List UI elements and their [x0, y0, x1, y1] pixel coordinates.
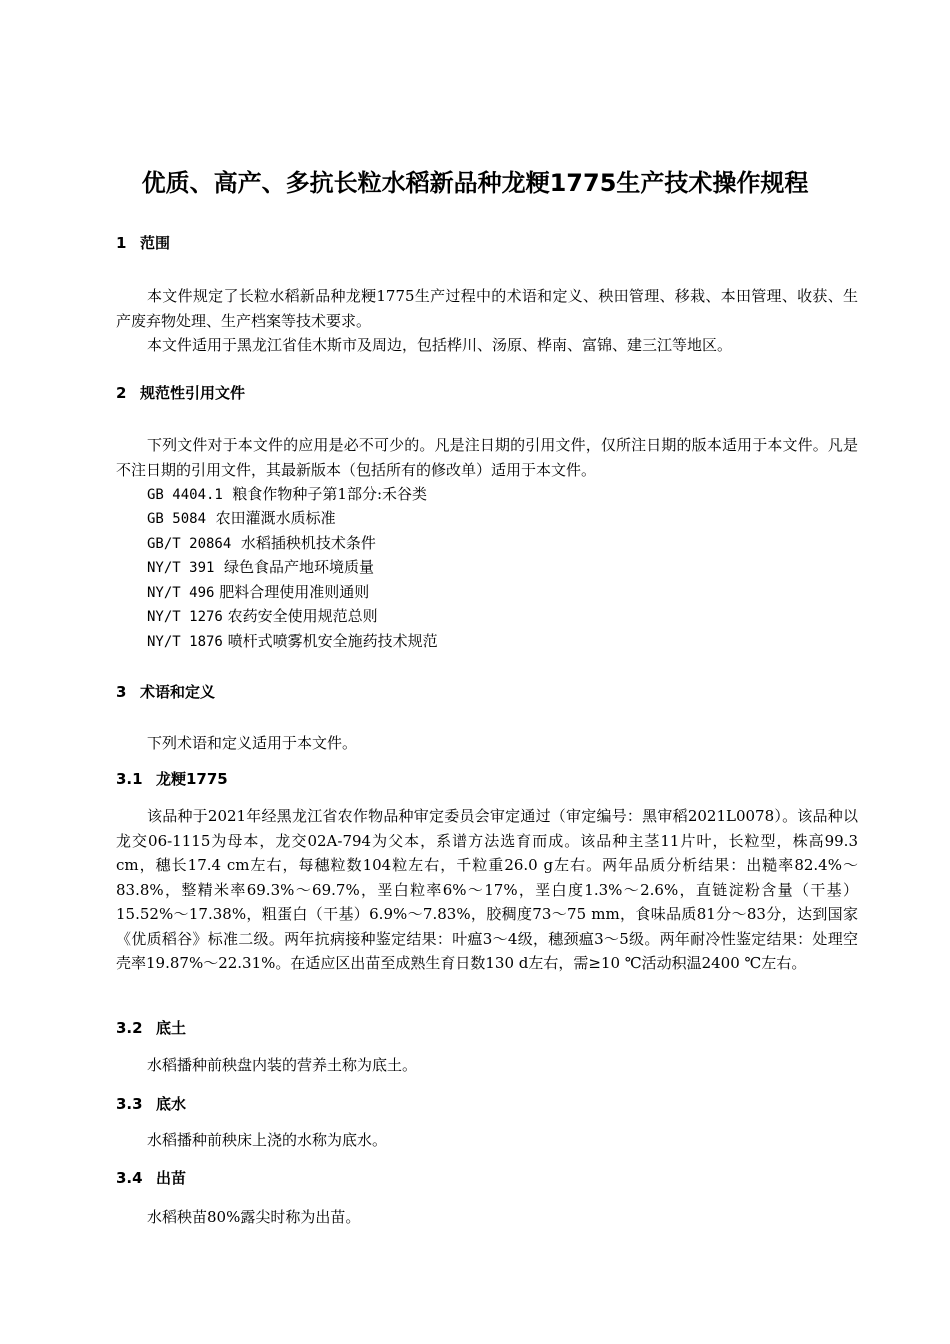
reference-separator — [214, 558, 224, 576]
reference-item — [147, 557, 374, 578]
reference-title: 农药安全使用规范总则 — [227, 607, 378, 625]
reference-code: GB 5084 — [147, 511, 207, 527]
reference-item — [147, 631, 438, 652]
section-number: 2 — [116, 384, 127, 402]
reference-title: 水稻插秧机技术条件 — [240, 534, 376, 552]
term-3-4-text: 水稻秧苗80%露尖时称为出苗。 — [147, 1208, 361, 1226]
document-title: 优质、高产、多抗长粒水稻新品种龙粳1775生产技术操作规程 — [141, 169, 809, 197]
term-number: 3.1 — [116, 770, 143, 788]
section-2-heading — [116, 383, 245, 403]
reference-item — [147, 582, 369, 603]
section-3-heading — [116, 682, 215, 702]
reference-code: NY/T 496 — [147, 585, 215, 601]
reference-item — [147, 508, 336, 529]
section-3-intro: 下列术语和定义适用于本文件。 — [147, 734, 358, 752]
reference-separator — [206, 509, 216, 527]
term-3-4-heading — [116, 1168, 186, 1188]
reference-code: NY/T 1276 — [147, 609, 223, 625]
reference-separator — [231, 534, 241, 552]
term-title: 出苗 — [156, 1169, 187, 1187]
section-number: 3 — [116, 683, 127, 701]
term-3-3-text: 水稻播种前秧床上浇的水称为底水。 — [147, 1131, 388, 1149]
term-title: 底土 — [156, 1019, 187, 1037]
section-1-paragraph-2: 本文件适用于黑龙江省佳木斯市及周边，包括桦川、汤原、桦南、富锦、建三江等地区。 — [147, 336, 733, 354]
section-title: 术语和定义 — [140, 683, 216, 701]
term-3-1-heading — [116, 769, 228, 789]
reference-item — [147, 606, 378, 627]
reference-title: 肥料合理使用准则通则 — [219, 583, 370, 601]
reference-item — [147, 484, 427, 505]
term-3-1-text: 该品种于2021年经黑龙江省农作物品种审定委员会审定通过（审定编号：黑审稻2021L0078）。该品种以龙交06-1115为母本，龙交02A-794为父本，系谱方法选育而成。该品种主茎11片叶，长粒型，株高99.3 cm，穗长17.4 cm左右，每穗粒数104粒左右，千粒重26.0 g左右。两年品质分析结果：出糙率82.4%～83.8%，整精米率69.3%～69.7%，垩白粒率6%～17%，垩白度1.3%～2.6%，直链淀粉含量（干基）15.52%～17.38%，粗蛋白（干基）6.9%～7.83%，胶稠度73～75 mm，食味品质81分～83分，达到国家《优质稻谷》标准二级。两年抗病接种鉴定结果：叶瘟3～4级，穗颈瘟3～5级。两年耐冷性鉴定结果：处理空壳率19.87%～22.31%。在适应区出苗至成熟生育日数130 d左右，需≥10 ℃活动积温2400 ℃左右。 — [116, 807, 858, 972]
reference-code: NY/T 1876 — [147, 634, 223, 650]
term-3-2-text: 水稻播种前秧盘内装的营养土称为底土。 — [147, 1056, 418, 1074]
reference-separator — [223, 485, 233, 503]
term-3-2-heading — [116, 1018, 186, 1038]
term-number: 3.2 — [116, 1019, 143, 1037]
reference-title: 粮食作物种子第1部分:禾谷类 — [232, 485, 428, 503]
term-number: 3.4 — [116, 1169, 143, 1187]
reference-code: GB 4404.1 — [147, 487, 223, 503]
term-number: 3.3 — [116, 1095, 143, 1113]
section-title: 范围 — [140, 234, 171, 252]
reference-item — [147, 533, 376, 554]
reference-title: 农田灌溉水质标准 — [215, 509, 336, 527]
section-2-intro: 下列文件对于本文件的应用是必不可少的。凡是注日期的引用文件，仅所注日期的版本适用于本文件。凡是不注日期的引用文件，其最新版本（包括所有的修改单）适用于本文件。 — [116, 436, 858, 479]
reference-code: GB/T 20864 — [147, 536, 232, 552]
section-1-paragraph-1: 本文件规定了长粒水稻新品种龙粳1775生产过程中的术语和定义、秧田管理、移栽、本田管理、收获、生产废弃物处理、生产档案等技术要求。 — [116, 287, 858, 330]
term-title: 底水 — [156, 1095, 187, 1113]
term-title: 龙粳1775 — [156, 770, 228, 788]
reference-title: 绿色食品产地环境质量 — [223, 558, 374, 576]
section-1-heading — [116, 233, 170, 253]
reference-title: 喷杆式喷雾机安全施药技术规范 — [227, 632, 438, 650]
section-title: 规范性引用文件 — [140, 384, 246, 402]
section-number: 1 — [116, 234, 127, 252]
term-3-3-heading — [116, 1094, 186, 1114]
reference-code: NY/T 391 — [147, 560, 215, 576]
